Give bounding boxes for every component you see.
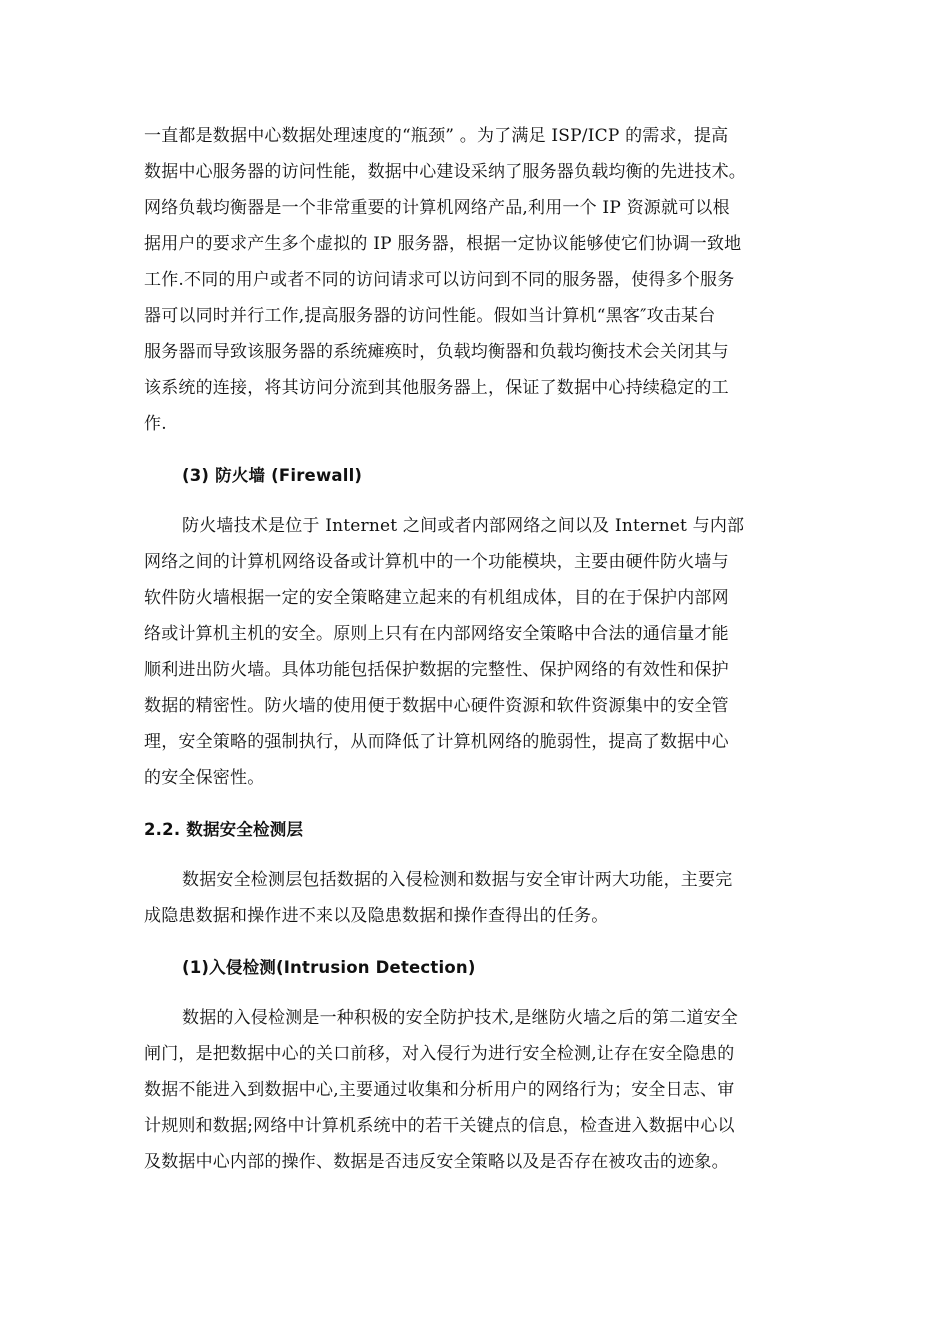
text-line: 数据的精密性。防火墙的使用便于数据中心硬件资源和软件资源集中的安全管 bbox=[144, 696, 729, 716]
text-line: 作. bbox=[144, 414, 167, 434]
text-line: 闸门，是把数据中心的关口前移，对入侵行为进行安全检测,让存在安全隐患的 bbox=[144, 1044, 735, 1064]
text-line: 数据的入侵检测是一种积极的安全防护技术,是继防火墙之后的第二道安全 bbox=[182, 1008, 739, 1028]
text-line: 一直都是数据中心数据处理速度的“瓶颈” 。为了满足 ISP/ICP 的需求，提高 bbox=[144, 126, 729, 146]
paragraph-detection-layer bbox=[144, 862, 806, 934]
text-line: 计规则和数据;网络中计算机系统中的若干关键点的信息，检查进入数据中心以 bbox=[144, 1116, 735, 1136]
text-line: 数据不能进入到数据中心,主要通过收集和分析用户的网络行为；安全日志、审 bbox=[144, 1080, 735, 1100]
text-line: 顺利进出防火墙。具体功能包括保护数据的完整性、保护网络的有效性和保护 bbox=[144, 660, 729, 680]
text-line: 理，安全策略的强制执行，从而降低了计算机网络的脆弱性，提高了数据中心 bbox=[144, 732, 729, 752]
heading-firewall: (3) 防火墙 (Firewall) bbox=[182, 466, 363, 485]
text-line: 工作.不同的用户或者不同的访问请求可以访问到不同的服务器，使得多个服务 bbox=[144, 270, 735, 290]
text-line: 据用户的要求产生多个虚拟的 IP 服务器，根据一定协议能够使它们协调一致地 bbox=[144, 234, 742, 254]
paragraph-load-balancing bbox=[144, 118, 806, 442]
text-line: 网络负载均衡器是一个非常重要的计算机网络产品,利用一个 IP 资源就可以根 bbox=[144, 198, 730, 218]
text-line: 及数据中心内部的操作、数据是否违反安全策略以及是否存在被攻击的迹象。 bbox=[144, 1152, 729, 1172]
text-line: 该系统的连接，将其访问分流到其他服务器上，保证了数据中心持续稳定的工 bbox=[144, 378, 729, 398]
paragraph-intrusion-detection bbox=[144, 1000, 806, 1180]
text-line: 络或计算机主机的安全。原则上只有在内部网络安全策略中合法的通信量才能 bbox=[144, 624, 729, 644]
text-line: 服务器而导致该服务器的系统瘫痪时，负载均衡器和负载均衡技术会关闭其与 bbox=[144, 342, 729, 362]
text-line: 网络之间的计算机网络设备或计算机中的一个功能模块，主要由硬件防火墙与 bbox=[144, 552, 729, 572]
text-line: 防火墙技术是位于 Internet 之间或者内部网络之间以及 Internet 与内部 bbox=[182, 516, 745, 536]
heading-intrusion-detection: (1)入侵检测(Intrusion Detection) bbox=[182, 958, 476, 977]
text-line: 器可以同时并行工作,提高服务器的访问性能。假如当计算机“黑客″攻击某台 bbox=[144, 306, 716, 326]
paragraph-firewall bbox=[144, 508, 806, 796]
text-line: 数据安全检测层包括数据的入侵检测和数据与安全审计两大功能，主要完 bbox=[182, 870, 733, 890]
heading-section-2-2: 2.2. 数据安全检测层 bbox=[144, 820, 304, 839]
text-line: 数据中心服务器的访问性能，数据中心建设采纳了服务器负载均衡的先进技术。 bbox=[144, 162, 746, 182]
text-line: 的安全保密性。 bbox=[144, 768, 265, 788]
text-line: 软件防火墙根据一定的安全策略建立起来的有机组成体，目的在于保护内部网 bbox=[144, 588, 729, 608]
text-line: 成隐患数据和操作进不来以及隐患数据和操作查得出的任务。 bbox=[144, 906, 609, 926]
document-page bbox=[144, 118, 806, 1180]
